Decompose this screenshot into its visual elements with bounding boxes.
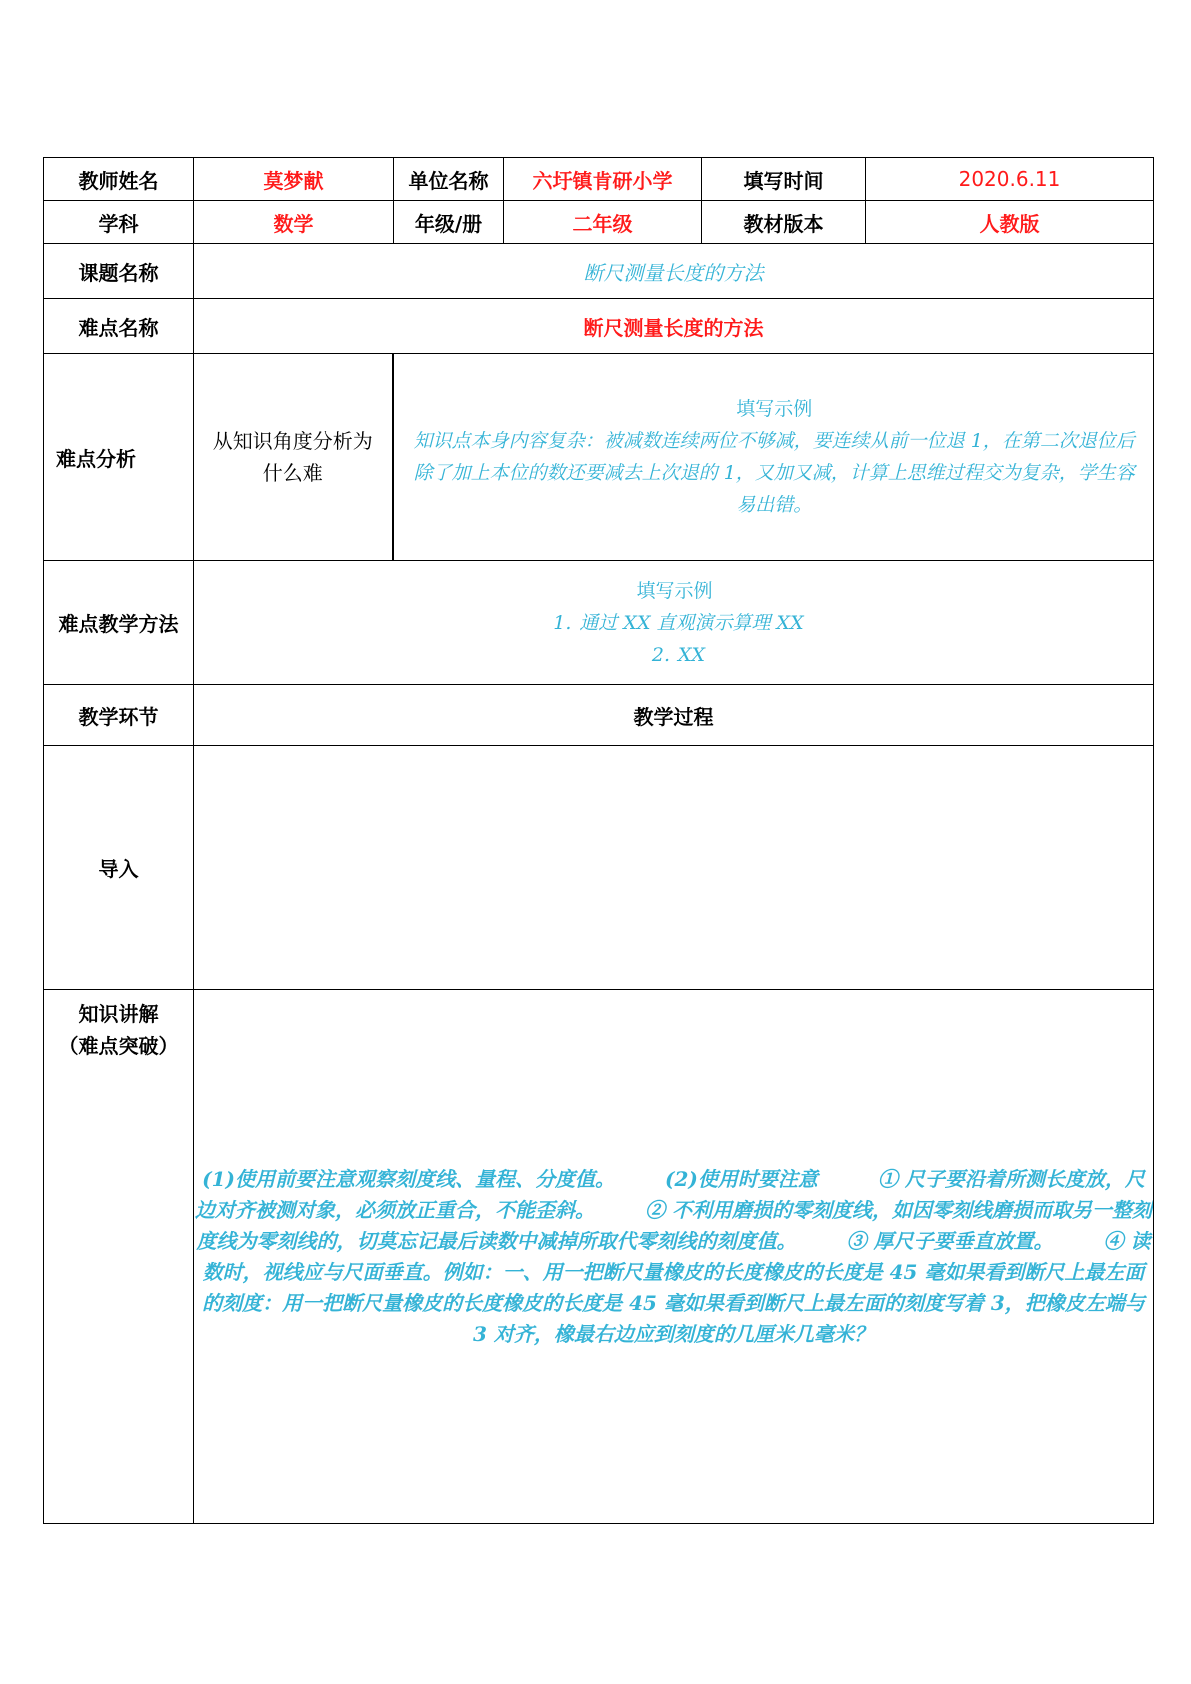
analysis-example-title: 填写示例	[736, 398, 813, 420]
edition-label: 教材版本	[702, 201, 866, 244]
analysis-sublabel-line2: 什么难	[262, 461, 323, 485]
topic-label: 课题名称	[44, 244, 194, 299]
knowledge-label-line2: （难点突破）	[58, 1034, 179, 1058]
knowledge-row	[44, 990, 1154, 1524]
stage-header-label: 教学环节	[44, 685, 194, 746]
edition-value: 人教版	[866, 201, 1154, 244]
method-content	[194, 561, 1154, 685]
method-item-text: 通过 XX 直观演示算理 XX	[579, 611, 804, 634]
fill-date-label: 填写时间	[702, 158, 866, 201]
grade-value: 二年级	[504, 201, 702, 244]
method-label: 难点教学方法	[44, 561, 194, 685]
intro-row	[44, 746, 1154, 990]
difficulty-row	[44, 299, 1154, 354]
header-row-1	[44, 158, 1154, 201]
knowledge-label	[44, 990, 194, 1524]
subject-label: 学科	[44, 201, 194, 244]
header-row-2	[44, 201, 1154, 244]
teacher-name-value: 莫梦献	[194, 158, 394, 201]
method-item-text: XX	[677, 643, 706, 666]
difficulty-value: 断尺测量长度的方法	[194, 299, 1154, 354]
subject-value: 数学	[194, 201, 394, 244]
analysis-sublabel-line1: 从知识角度分析为	[212, 429, 373, 453]
analysis-sublabel	[194, 354, 393, 561]
unit-name-label: 单位名称	[394, 158, 504, 201]
intro-content	[194, 746, 1154, 990]
teacher-name-label: 教师姓名	[44, 158, 194, 201]
knowledge-content: (1)使用前要注意观察刻度线、量程、分度值。 (2)使用时要注意 ① 尺子要沿着所测长度放，尺边对齐被测对象，必须放正重合，不能歪斜。 ② 不利用磨损的零刻度线，如因零刻线磨损而取另一整刻度线为零刻线的，切莫忘记最后读数中减掉所取代零刻线的刻度值。 ③ 厚尺子要垂直放置。 ④ 读数时，视线应与尺面垂直。例如：一、用一把断尺量橡皮的长度橡皮的长度是 45 毫如果看到断尺上最左面的刻度：用一把断尺量橡皮的长度橡皮的长度是 45 毫如果看到断尺上最左面的刻度写着 3，把橡皮左端与 3 对齐，橡最右边应到刻度的几厘米几毫米？	[194, 990, 1154, 1524]
topic-row	[44, 244, 1154, 299]
process-header-row	[44, 685, 1154, 746]
fill-date-value: 2020.6.11	[866, 158, 1154, 201]
method-list	[206, 607, 1143, 671]
method-item-number: 1.	[553, 611, 572, 634]
method-item	[206, 607, 1143, 639]
knowledge-label-line1: 知识讲解	[78, 1002, 159, 1026]
unit-name-value: 六圩镇肯研小学	[504, 158, 702, 201]
analysis-label: 难点分析	[44, 354, 194, 561]
method-example-title: 填写示例	[636, 579, 713, 602]
method-row	[44, 561, 1154, 685]
analysis-example-text: 知识点本身内容复杂：被减数连续两位不够减，要连续从前一位退 1，在第二次退位后除了加上本位的数还要减去上次退的 1，又加又减，计算上思维过程交为复杂，学生容易出错。	[413, 430, 1135, 516]
lesson-plan-table	[43, 157, 1154, 1524]
difficulty-label: 难点名称	[44, 299, 194, 354]
analysis-row	[44, 354, 1154, 561]
intro-label: 导入	[44, 746, 194, 990]
process-header-label: 教学过程	[194, 685, 1154, 746]
analysis-example	[393, 354, 1154, 561]
method-item	[206, 639, 1143, 671]
topic-value: 断尺测量长度的方法	[194, 244, 1154, 299]
method-item-number: 2.	[651, 643, 671, 666]
grade-label: 年级/册	[394, 201, 504, 244]
